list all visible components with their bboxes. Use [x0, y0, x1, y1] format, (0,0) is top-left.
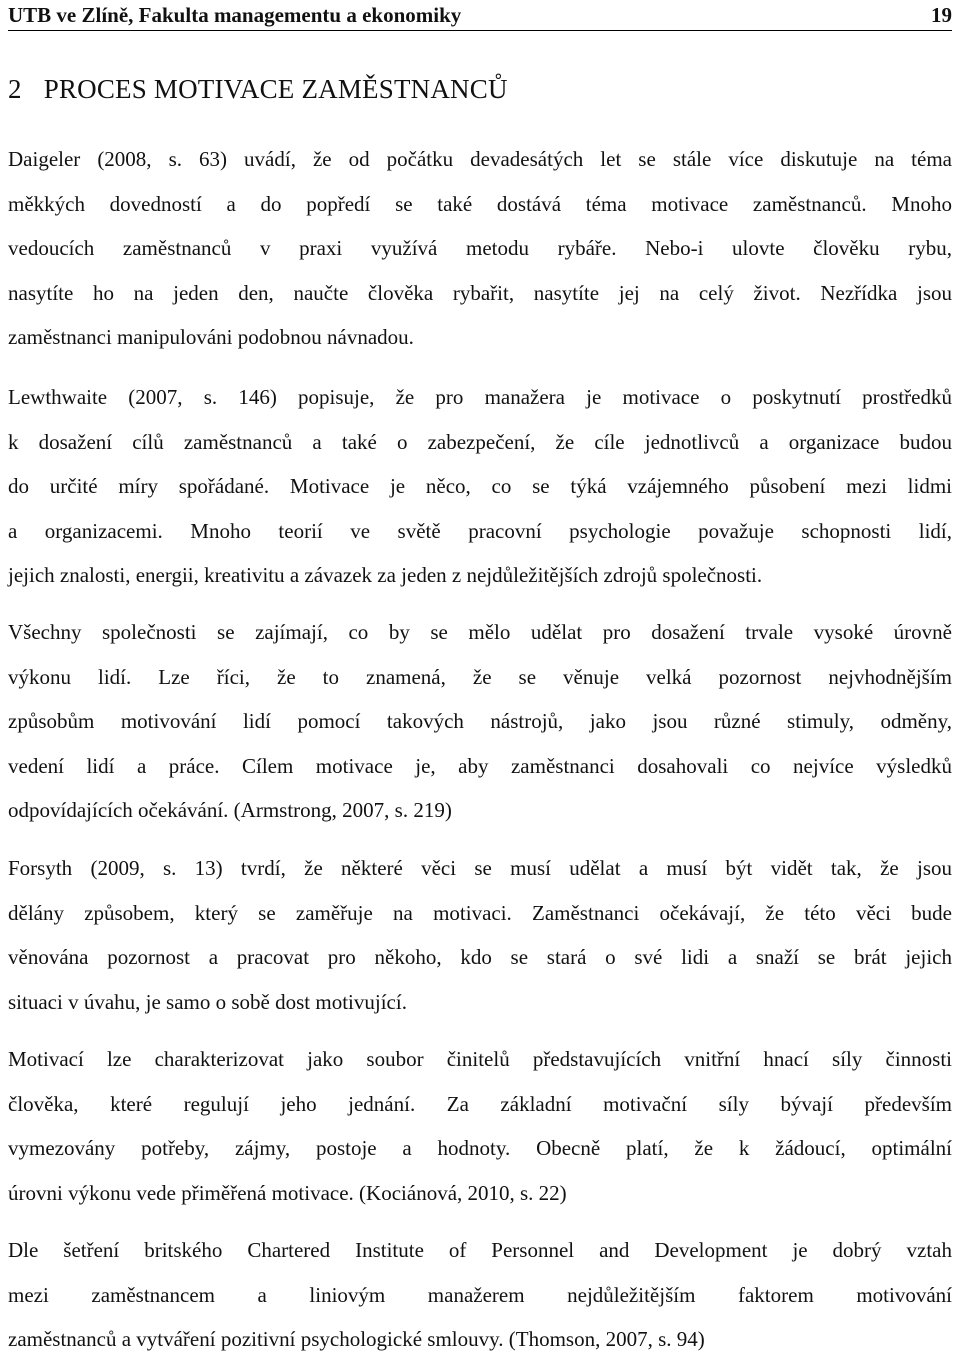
- header-title: UTB ve Zlíně, Fakulta managementu a ekonomiky: [8, 2, 462, 27]
- text-line: vedení lidí a práce. Cílem motivace je, aby zaměstnanci dosahovali co nejvíce výsledků: [8, 753, 952, 778]
- paragraph-5: [8, 1037, 952, 1215]
- text-line: a organizacemi. Mnoho teorií ve světě pracovní psychologie považuje schopnosti lidí,: [8, 518, 952, 543]
- text-line: Daigeler (2008, s. 63) uvádí, že od počátku devadesátých let se stále více diskutuje na téma: [8, 147, 952, 171]
- chapter-number: 2: [8, 74, 22, 104]
- paragraph-1: [8, 137, 952, 360]
- text-line: do určité míry spořádané. Motivace je něco, co se týká vzájemného působení mezi lidmi: [8, 474, 952, 499]
- chapter-heading: [8, 74, 508, 105]
- text-line: Dle šetření britského Chartered Institute of Personnel and Development je dobrý vztah: [8, 1238, 952, 1262]
- text-line: vymezovány potřeby, zájmy, postoje a hodnoty. Obecně platí, že k žádoucí, optimální: [8, 1136, 952, 1161]
- page-number: 19: [931, 2, 952, 27]
- text-line: Lewthwaite (2007, s. 146) popisuje, že pro manažera je motivace o poskytnutí prostředků: [8, 385, 952, 409]
- text-line: dělány způsobem, který se zaměřuje na motivaci. Zaměstnanci očekávají, že této věci bude: [8, 900, 952, 925]
- page-header: [8, 0, 952, 31]
- text-line: jejich znalosti, energii, kreativitu a závazek za jeden z nejdůležitějších zdrojů společnosti.: [8, 563, 763, 588]
- text-line: výkonu lidí. Lze říci, že to znamená, že se věnuje velká pozornost nejvhodnějším: [8, 664, 952, 689]
- text-line: zaměstnanců a vytváření pozitivní psychologické smlouvy. (Thomson, 2007, s. 94): [8, 1327, 705, 1352]
- text-line: situaci v úvahu, je samo o sobě dost motivující.: [8, 989, 407, 1014]
- text-line: zaměstnanci manipulováni podobnou návnadou.: [8, 325, 414, 350]
- text-line: člověka, které regulují jeho jednání. Za základní motivační síly bývají především: [8, 1091, 952, 1116]
- chapter-title: PROCES MOTIVACE ZAMĚSTNANCŮ: [43, 74, 508, 104]
- paragraph-4: [8, 846, 952, 1024]
- text-line: Motivací lze charakterizovat jako soubor činitelů představujících vnitřní hnací síly činnosti: [8, 1047, 952, 1071]
- text-line: mezi zaměstnancem a liniovým manažerem nejdůležitějším faktorem motivování: [8, 1282, 952, 1307]
- text-line: nasytíte ho na jeden den, naučte člověka rybařit, nasytíte jej na celý život. Nezřídka jsou: [8, 280, 952, 305]
- text-line: Forsyth (2009, s. 13) tvrdí, že některé věci se musí udělat a musí být vidět tak, že jsou: [8, 856, 952, 880]
- text-line: věnována pozornost a pracovat pro někoho, kdo se stará o své lidi a snaží se brát jejich: [8, 945, 952, 970]
- text-line: odpovídajících očekávání. (Armstrong, 2007, s. 219): [8, 798, 452, 823]
- paragraph-2: [8, 375, 952, 598]
- paragraph-3: [8, 610, 952, 833]
- text-line: vedoucích zaměstnanců v praxi využívá metodu rybáře. Nebo-i ulovte člověku rybu,: [8, 236, 952, 261]
- text-line: měkkých dovedností a do popředí se také dostává téma motivace zaměstnanců. Mnoho: [8, 191, 952, 216]
- text-line: způsobům motivování lidí pomocí takových nástrojů, jako jsou různé stimuly, odměny,: [8, 709, 952, 734]
- text-line: k dosažení cílů zaměstnanců a také o zabezpečení, že cíle jednotlivců a organizace budou: [8, 429, 952, 454]
- text-line: úrovni výkonu vede přiměřená motivace. (Kociánová, 2010, s. 22): [8, 1180, 567, 1205]
- text-line: Všechny společnosti se zajímají, co by se mělo udělat pro dosažení trvale vysoké úrovně: [8, 620, 952, 644]
- paragraph-6: [8, 1228, 952, 1362]
